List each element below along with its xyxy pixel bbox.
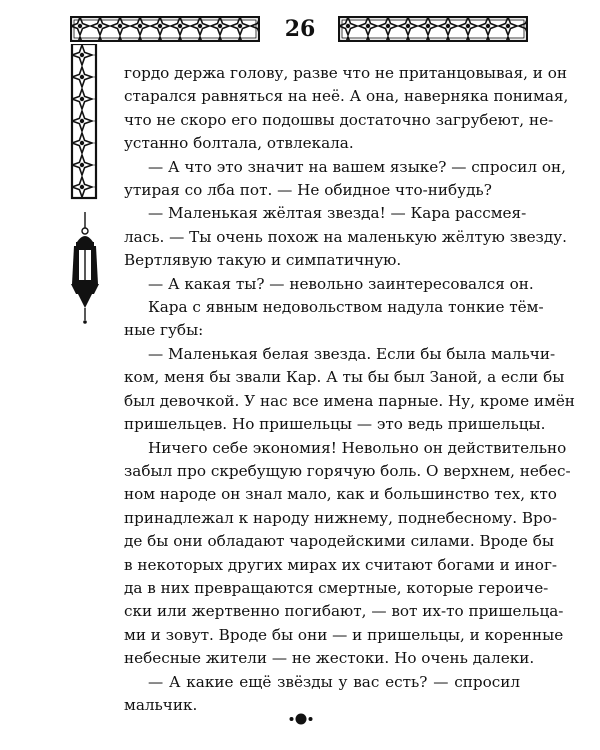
text-line: ком, меня бы звали Кар. А ты бы был Заной, а если бы — [124, 368, 565, 387]
hanging-lantern-icon — [68, 212, 102, 324]
top-right-border-icon — [338, 16, 528, 42]
text-line: пришельцев. Но пришельцы — это ведь пришельцы. — [124, 415, 546, 434]
text-line: — Маленькая жёлтая звезда! — Кара рассмея- — [148, 204, 527, 223]
text-line: — Маленькая белая звезда. Если бы была мальчи- — [148, 344, 556, 363]
text-line: забыл про скребущую горячую боль. О верхнем, небес- — [124, 461, 571, 480]
text-line: что не скоро его подошвы достаточно загрубеют, не- — [124, 110, 554, 129]
text-line: — А что это значит на вашем языке? — спросил он, — [148, 157, 566, 176]
text-line: в некоторых других мирах их считают богами и иног- — [124, 555, 558, 574]
text-line: старался равняться на неё. А она, наверняка понимая, — [124, 87, 569, 106]
text-line: небесные жители — не жестоки. Но очень далеки. — [124, 649, 535, 668]
text-line: де бы они обладают чародейскими силами. Вроде бы — [124, 532, 554, 551]
text-line: Кара с явным недовольством надула тонкие тём- — [148, 298, 544, 317]
text-line: — А какие ещё звёзды у вас есть? — спросил — [148, 672, 520, 691]
body-text — [124, 62, 575, 717]
text-line: утирая со лба пот. — Не обидное что-нибудь? — [124, 181, 492, 200]
page-end-ornament-icon — [289, 711, 313, 727]
text-line: гордо держа голову, разве что не пританцовывая, и он — [124, 64, 568, 82]
text-line: ном народе он знал мало, как и большинство тех, кто — [124, 485, 557, 504]
text-line: принадлежал к народу нижнему, поднебесному. Вро- — [124, 508, 558, 527]
text-line: — А какая ты? — невольно заинтересовался он. — [148, 274, 534, 293]
text-line: лась. — Ты очень похож на маленькую жёлтую звезду. — [124, 227, 567, 246]
text-line: был девочкой. У нас все имена парные. Ну, кроме имён — [124, 391, 575, 410]
text-line: ми и зовут. Вроде бы они — и пришельцы, и коренные — [124, 625, 564, 644]
text-line: ные губы: — [124, 321, 204, 340]
left-border-icon — [70, 44, 100, 200]
page-number: 26 — [284, 16, 316, 42]
text-line: устанно болтала, отвлекала. — [124, 134, 354, 153]
text-line: Вертлявую такую и симпатичную. — [124, 251, 402, 270]
text-line: да в них превращаются смертные, которые героиче- — [124, 578, 549, 597]
text-line: Ничего себе экономия! Невольно он действительно — [148, 438, 567, 457]
text-line: мальчик. — [124, 695, 198, 714]
text-line: ски или жертвенно погибают, — вот их-то пришельца- — [124, 602, 564, 621]
top-left-border-icon — [70, 16, 260, 42]
